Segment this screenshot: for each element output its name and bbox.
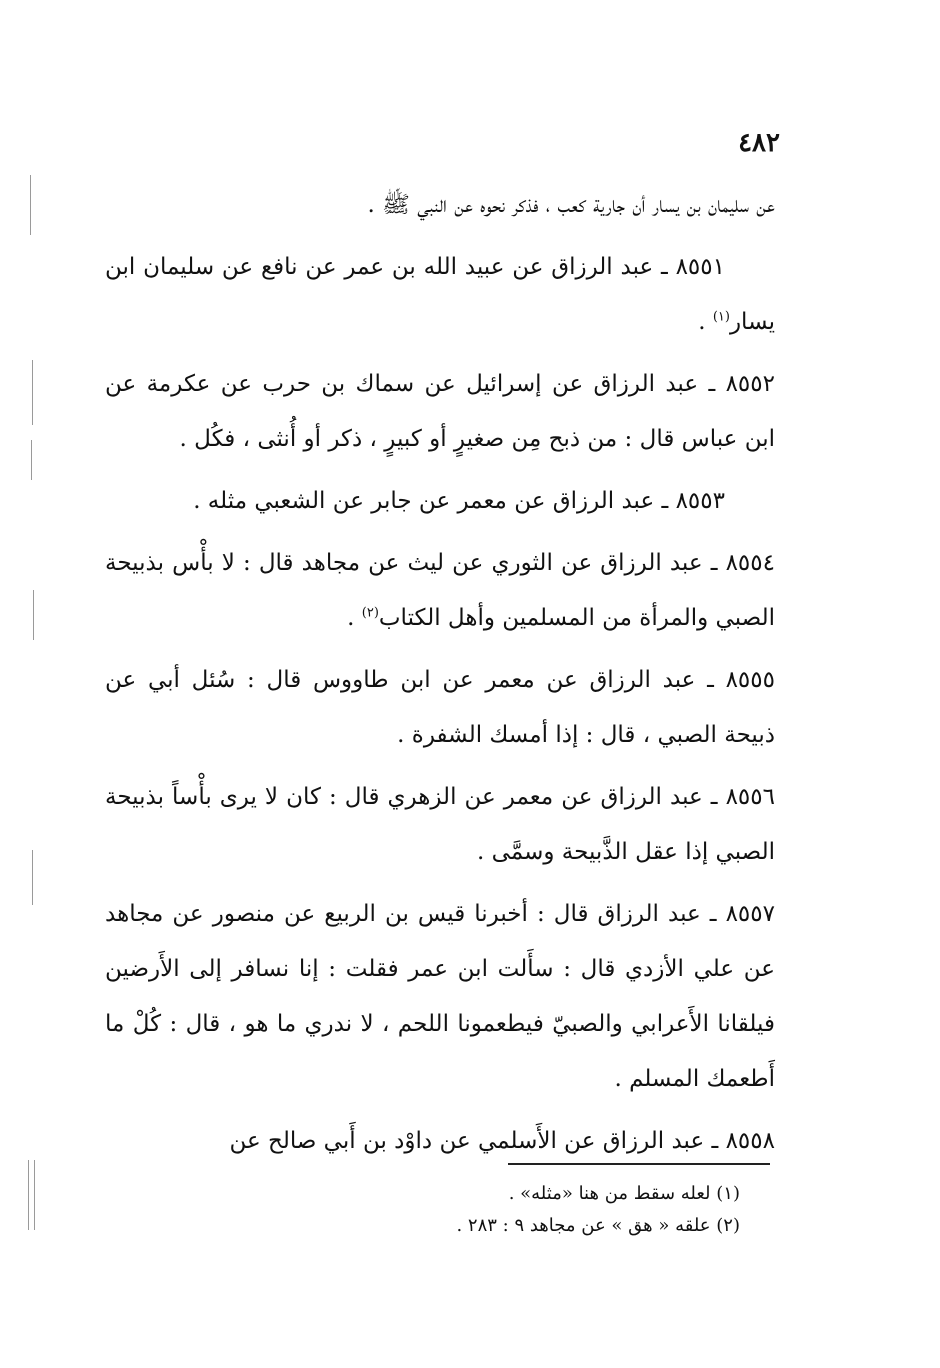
footnote-2: (٢) علقه « هق » عن مجاهد ٩ : ٢٨٣ . xyxy=(456,1215,740,1236)
footnote-ref-1: (١) xyxy=(712,309,730,325)
hadith-8555: ٨٥٥٥ ـ عبد الرزاق عن معمر عن ابن طاووس قال : سُئل أبي عن ذبيحة الصبي ، قال : إذا أمسك الشفرة . xyxy=(105,667,775,748)
footnote-1: (١) لعله سقط من هنا «مثله» . xyxy=(508,1183,740,1204)
hadith-8553: ٨٥٥٣ ـ عبد الرزاق عن معمر عن جابر عن الشعبي مثله . xyxy=(193,488,725,514)
hadith-8558: ٨٥٥٨ ـ عبد الرزاق عن الأَسلمي عن داوْد بن أَبي صالح عن xyxy=(229,1128,775,1154)
page-number: ٤٨٢ xyxy=(738,128,780,158)
main-text xyxy=(105,178,775,1176)
hadith-8554: ٨٥٥٤ ـ عبد الرزاق عن الثوري عن ليث عن مجاهد قال : لا بأْس بذبيحة الصبي والمرأة من المسلمين وأهل الكتاب$^{(٢)}$ . xyxy=(105,550,775,631)
footnote-ref-2: (٢) xyxy=(361,605,379,621)
hadith-8557: ٨٥٥٧ ـ عبد الرزاق قال : أخبرنا قيس بن الربيع عن منصور عن مجاهد عن علي الأزدي قال : سأَلت ابن عمر فقلت : إنا نسافر إلى الأَرضين فيلقانا الأَعرابي والصبيّ فيطعمونا اللحم ، لا ندري ما هو ، قال : كُلْ ما أَطعمك المسلم . xyxy=(105,901,775,1092)
footnote-divider xyxy=(508,1163,770,1165)
hadith-8556: ٨٥٥٦ ـ عبد الرزاق عن معمر عن الزهري قال : كان لا يرى بأْساً بذبيحة الصبي إذا عقل الذَّبيحة وسمَّى . xyxy=(105,784,775,865)
hadith-8551: ٨٥٥١ ـ عبد الرزاق عن عبيد الله بن عمر عن نافع عن سليمان ابن يسار$^{(١)}$ . xyxy=(105,254,775,335)
paragraph-continuation: عن سليمان بن يسار أن جارية كعب ، فذكر نحوه عن النبي ﷺ . xyxy=(367,192,775,218)
hadith-8552: ٨٥٥٢ ـ عبد الرزاق عن إسرائيل عن سماك بن حرب عن عكرمة عن ابن عباس قال : من ذبح مِن صغيرٍ أو كبيرٍ ، ذكر أو أُنثى ، فكُل . xyxy=(105,371,775,452)
footnotes xyxy=(360,1178,740,1242)
